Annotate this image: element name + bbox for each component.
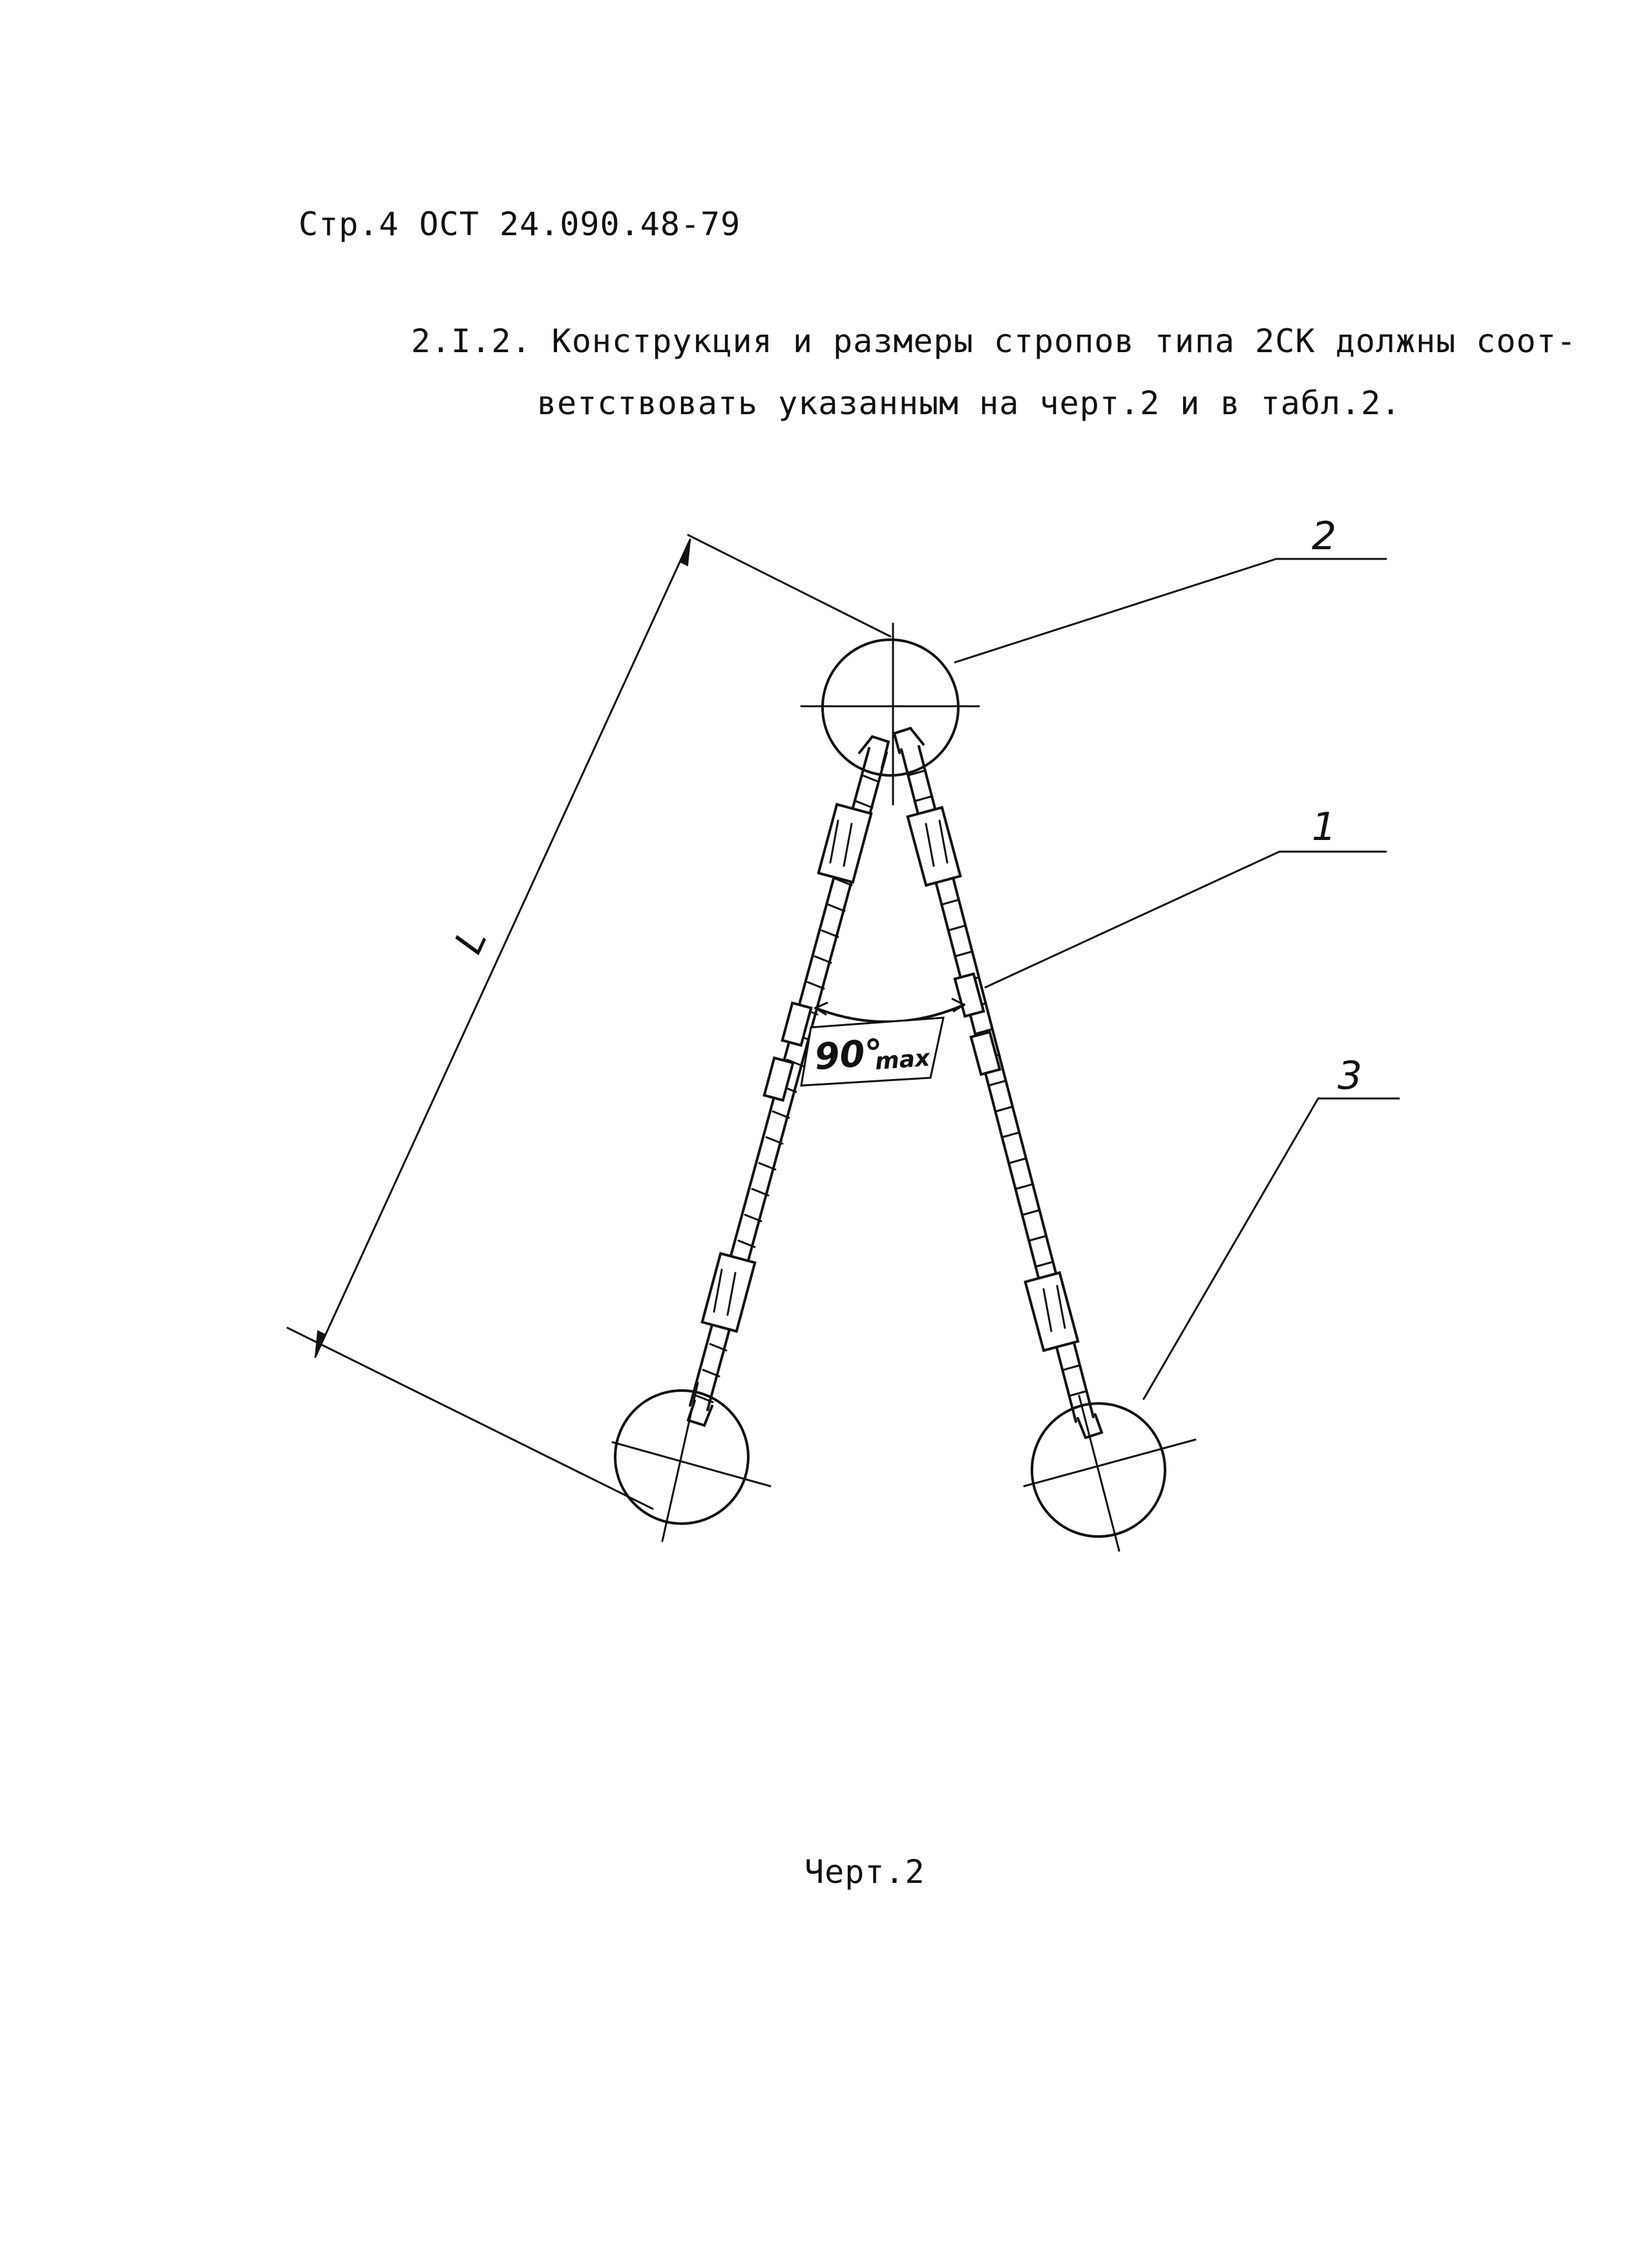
leader-1 bbox=[985, 852, 1279, 987]
clause-line-2: ветствовать указанным на черт.2 и в табл.2. bbox=[537, 384, 1402, 422]
angle-value: 90° bbox=[813, 1031, 885, 1078]
leader-2 bbox=[955, 559, 1276, 662]
callout-3: 3 bbox=[1338, 1053, 1363, 1098]
page-header: Стр.4 ОСТ 24.090.48-79 bbox=[299, 205, 741, 243]
clause-line-1: 2.I.2. Конструкция и размеры стропов типа 2СК должны соот- bbox=[411, 322, 1577, 360]
callout-1: 1 bbox=[1312, 804, 1337, 850]
extension-line-bottom bbox=[288, 1328, 653, 1509]
bottom-right-ring-axis-v bbox=[1079, 1396, 1119, 1551]
dimension-label: L bbox=[446, 921, 496, 961]
leader-3 bbox=[1144, 1098, 1318, 1399]
right-rope-leg bbox=[894, 728, 1102, 1438]
bottom-right-ring-axis-h bbox=[1024, 1440, 1195, 1486]
extension-line-top bbox=[688, 535, 890, 636]
dimension-line bbox=[315, 540, 690, 1357]
figure-caption: Черт.2 bbox=[804, 1853, 925, 1891]
angle-suffix: max bbox=[874, 1045, 931, 1075]
callout-2: 2 bbox=[1312, 514, 1337, 559]
top-ring bbox=[823, 640, 958, 775]
